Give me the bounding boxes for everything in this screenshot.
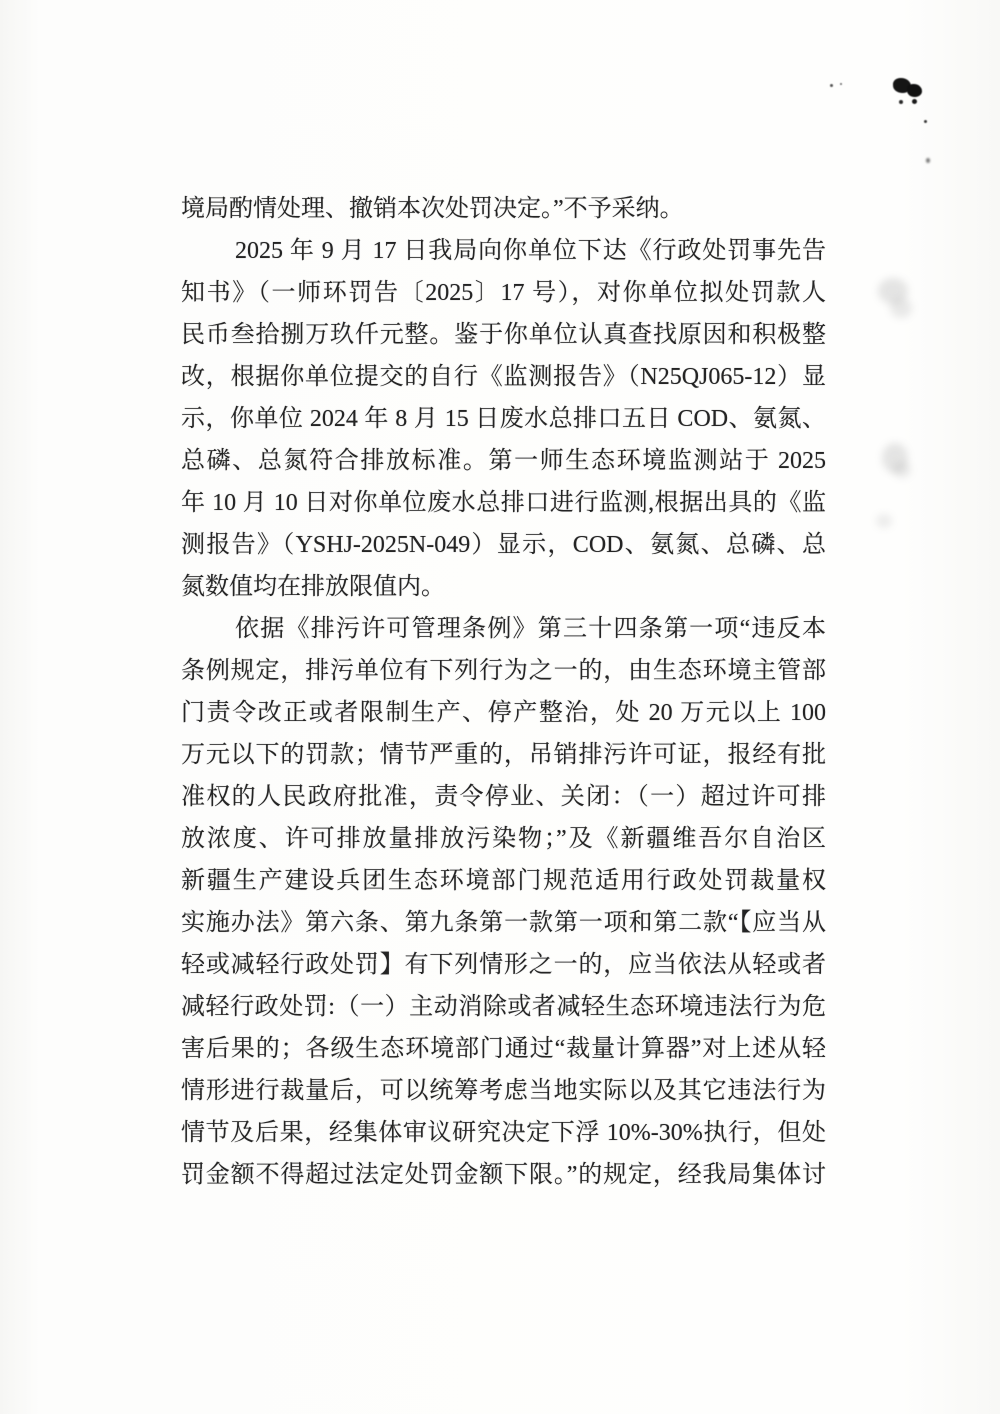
text-line: 总磷、总氮符合排放标准。第一师生态环境监测站于 2025	[181, 448, 826, 474]
text-line: 害后果的；各级生态环境部门通过“裁量计算器”对上述从轻	[181, 1036, 826, 1062]
text-line: 情节及后果，经集体审议研究决定下浮 10%-30%执行，但处	[181, 1120, 826, 1146]
ink-blot-artifact	[893, 78, 911, 93]
ink-blot-artifact	[907, 84, 922, 97]
text-line: 民币叁拾捌万玖仟元整。鉴于你单位认真查找原因和积极整	[181, 322, 826, 348]
text-line: 示，你单位 2024 年 8 月 15 日废水总排口五日 COD、氨氮、	[181, 406, 826, 432]
text-line: 知书》（一师环罚告〔2025〕17 号），对你单位拟处罚款人	[181, 280, 826, 306]
ink-speck-artifact	[899, 100, 903, 104]
text-line: 减轻行政处罚:（一）主动消除或者减轻生态环境违法行为危	[181, 994, 826, 1020]
text-line: 2025 年 9 月 17 日我局向你单位下达《行政处罚事先告	[235, 238, 826, 264]
smudge-artifact	[876, 514, 892, 528]
text-line: 放浓度、许可排放量排放污染物；”及《新疆维吾尔自治区	[181, 826, 826, 852]
ink-speck-artifact	[912, 99, 917, 104]
text-line: 依据《排污许可管理条例》第三十四条第一项“违反本	[235, 616, 826, 642]
smudge-artifact	[882, 443, 908, 473]
text-line: 新疆生产建设兵团生态环境部门规范适用行政处罚裁量权	[181, 868, 826, 894]
text-line: 门责令改正或者限制生产、停产整治，处 20 万元以上 100	[181, 700, 826, 726]
text-line: 准权的人民政府批准，责令停业、关闭：（一）超过许可排	[181, 784, 826, 810]
ink-speck-artifact	[926, 158, 930, 163]
text-line: 改，根据你单位提交的自行《监测报告》（N25QJ065-12）显	[181, 364, 826, 390]
text-line: 轻或减轻行政处罚】有下列情形之一的，应当依法从轻或者	[181, 952, 826, 978]
smudge-artifact	[893, 462, 911, 478]
text-line: 条例规定，排污单位有下列行为之一的，由生态环境主管部	[181, 658, 826, 684]
text-line: 测报告》（YSHJ-2025N-049）显示，COD、氨氮、总磷、总	[181, 532, 826, 558]
ink-speck-artifact	[830, 84, 833, 87]
text-line: 境局酌情处理、撤销本次处罚决定。”不予采纳。	[181, 196, 684, 222]
text-line: 情形进行裁量后，可以统筹考虑当地实际以及其它违法行为	[181, 1078, 826, 1104]
ink-speck-artifact	[924, 120, 927, 123]
ink-speck-artifact	[840, 83, 842, 85]
text-line: 实施办法》第六条、第九条第一款第一项和第二款“【应当从	[181, 910, 826, 936]
text-line: 万元以下的罚款；情节严重的，吊销排污许可证，报经有批	[181, 742, 826, 768]
smudge-artifact	[890, 298, 912, 318]
document-text-block	[181, 188, 826, 1196]
smudge-artifact	[878, 278, 908, 304]
text-line: 罚金额不得超过法定处罚金额下限。”的规定，经我局集体讨	[181, 1162, 826, 1188]
text-line: 年 10 月 10 日对你单位废水总排口进行监测,根据出具的《监	[181, 490, 826, 516]
text-line: 氮数值均在排放限值内。	[181, 574, 445, 600]
